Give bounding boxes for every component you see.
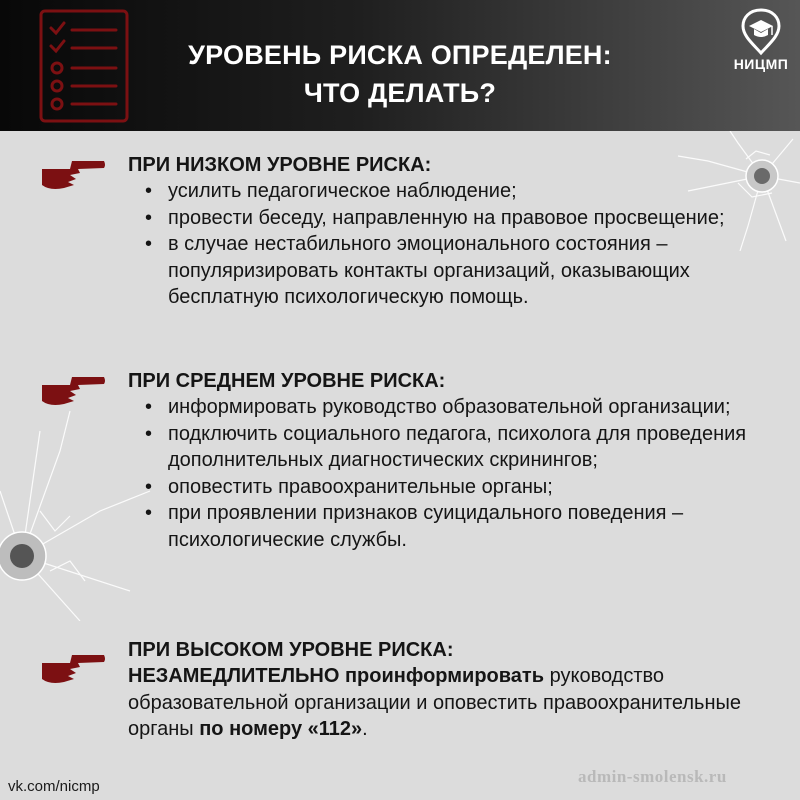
action-list bbox=[128, 178, 778, 311]
emergency-number: по номеру «112» bbox=[199, 718, 363, 740]
section-medium-risk bbox=[128, 368, 778, 553]
instruction-end: . bbox=[362, 718, 368, 740]
list-item: • провести беседу, направленную на правовое просвещение; bbox=[128, 205, 778, 232]
emphasis-immediately: НЕЗАМЕДЛИТЕЛЬНО bbox=[128, 665, 340, 687]
section-heading: ПРИ СРЕДНЕМ УРОВНЕ РИСКА: bbox=[128, 370, 446, 392]
list-item: • усилить педагогическое наблюдение; bbox=[128, 178, 778, 205]
high-risk-instruction bbox=[128, 663, 778, 743]
emphasis-inform: проинформировать bbox=[344, 665, 545, 687]
page-title-line-2: ЧТО ДЕЛАТЬ? bbox=[303, 78, 497, 108]
header-banner bbox=[0, 0, 800, 131]
action-list bbox=[128, 394, 778, 553]
pointing-hand-icon bbox=[40, 649, 106, 689]
graduation-cap-logo-icon bbox=[725, 6, 797, 56]
section-heading: ПРИ НИЗКОМ УРОВНЕ РИСКА: bbox=[128, 154, 432, 176]
pointing-hand-icon bbox=[40, 155, 106, 195]
section-high-risk bbox=[128, 637, 778, 743]
section-low-risk bbox=[128, 152, 778, 311]
checklist-icon bbox=[38, 8, 130, 124]
section-heading: ПРИ ВЫСОКОМ УРОВНЕ РИСКА: bbox=[128, 639, 454, 661]
logo bbox=[725, 6, 797, 76]
list-item: • оповестить правоохранительные органы; bbox=[128, 474, 778, 501]
list-item: • подключить социального педагога, психолога для проведения дополнительных диагностических скринингов; bbox=[128, 421, 778, 474]
list-item: • в случае нестабильного эмоционального состояния – популяризировать контакты организаций, оказывающих бесплатную психологическую помощь. bbox=[128, 231, 778, 311]
page-title-line-1: УРОВЕНЬ РИСКА ОПРЕДЕЛЕН: bbox=[188, 40, 612, 70]
list-item: • информировать руководство образовательной организации; bbox=[128, 394, 778, 421]
page-title bbox=[150, 36, 650, 112]
watermark: admin-smolensk.ru bbox=[578, 767, 727, 786]
vk-link[interactable]: vk.com/nicmp bbox=[8, 778, 100, 795]
pointing-hand-icon bbox=[40, 371, 106, 411]
instruction-text: руководство образовательной организации и оповестить правоохранительные органы bbox=[128, 665, 742, 740]
content-area bbox=[0, 131, 800, 800]
list-item: • при проявлении признаков суицидального поведения – психологические службы. bbox=[128, 500, 778, 553]
logo-text: НИЦМП bbox=[733, 56, 789, 72]
